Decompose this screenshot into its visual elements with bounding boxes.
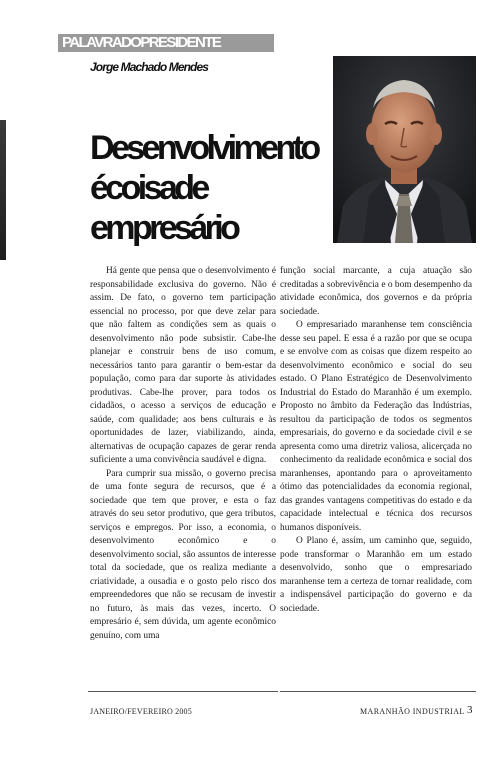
headline-line-3: empresário <box>90 209 238 247</box>
president-portrait-icon <box>333 56 476 243</box>
body-paragraph: Há gente que pensa que o desenvolvimento é responsabilidade exclusiva do governo. Não é assim. De fato, o governo tem participação essencial no processo, por que deve zelar para que não faltem as condições sem as quais o desenvolvimento não pode subsistir. Cabe-lhe planejar e construir bens de uso comum, necessários tanto para garantir o bem-estar da população, como para dar suporte às atividades produtivas. Cabe-lhe prover, para todos os cidadãos, o acesso a serviços de educação e saúde, com qualidade; aos bens culturais e às oportunidades de lazer, viabilizando, ainda, alternativas de ocupação capazes de gerar renda suficiente a uma convivência saudável e digna. <box>90 266 276 465</box>
headline-line-1: Desenvolvimento <box>90 129 318 167</box>
president-portrait-photo <box>333 56 476 243</box>
page-number: 3 <box>467 704 473 716</box>
body-paragraph: O Plano é, assim, um caminho que, seguido, pode transformar o Maranhão em um estado desenvolvido, sonho que o empresariado maranhense tem a certeza de tornar realidade, com a indispensável participação do governo e da sociedade. <box>280 536 472 614</box>
body-column-left <box>90 265 276 643</box>
body-column-right <box>280 265 472 616</box>
body-paragraph: Para cumprir sua missão, o governo precisa de uma fonte segura de recursos, que é a sociedade que tem que prover, e esta o faz através do seu setor produtivo, que gera tributos, serviços e empregos. Por isso, a economia, o desenvolvimento econômico e o desenvolvimento social, são assuntos de interesse total da sociedade, que os realiza mediante a criatividade, a ousadia e o gosto pelo risco dos empreendedores que não se recusam de investir no futuro, às mais das vezes, incerto. O empresário é, sem dúvida, um agente econômico genuíno, com uma <box>90 468 276 641</box>
page-edge-strip <box>0 120 6 260</box>
headline-line-2: écoisade <box>90 169 207 207</box>
body-paragraph-continuation: função social marcante, a cuja atuação são creditadas a sobrevivência e o bom desempenho da atividade econômica, dos governos e da própria sociedade. <box>280 266 472 317</box>
footer-issue-date: JANEIRO/FEVEREIRO 2005 <box>90 707 192 716</box>
headline <box>90 128 318 248</box>
author-name: Jorge Machado Mendes <box>90 60 209 74</box>
body-paragraph: O empresariado maranhense tem consciência desse seu papel. E essa é a razão por que se ocupa e se envolve com as coisas que dizem respeito ao desenvolvimento econômico e social do seu estado. O Plano Estratégico de Desenvolvimento Industrial do Estado do Maranhão é um exemplo. Proposto no âmbito da Federação das Indústrias, resultou da participação de todos os segmentos empresariais, do governo e da sociedade civil e se apresenta como uma diretriz valiosa, alicerçada no conhecimento da realidade econômica e social dos maranhenses, apontando para o aproveitamento ótimo das potencialidades da economia regional, das grandes vantagens competitivas do estado e da capacidade intelectual e técnica dos recursos humanos disponíveis. <box>280 320 472 533</box>
column-rule-left <box>88 691 278 692</box>
section-label: PALAVRADOPRESIDENTE <box>62 34 221 51</box>
footer-publication-name: MARANHÃO INDUSTRIAL <box>360 707 465 716</box>
column-rule-right <box>280 691 476 692</box>
